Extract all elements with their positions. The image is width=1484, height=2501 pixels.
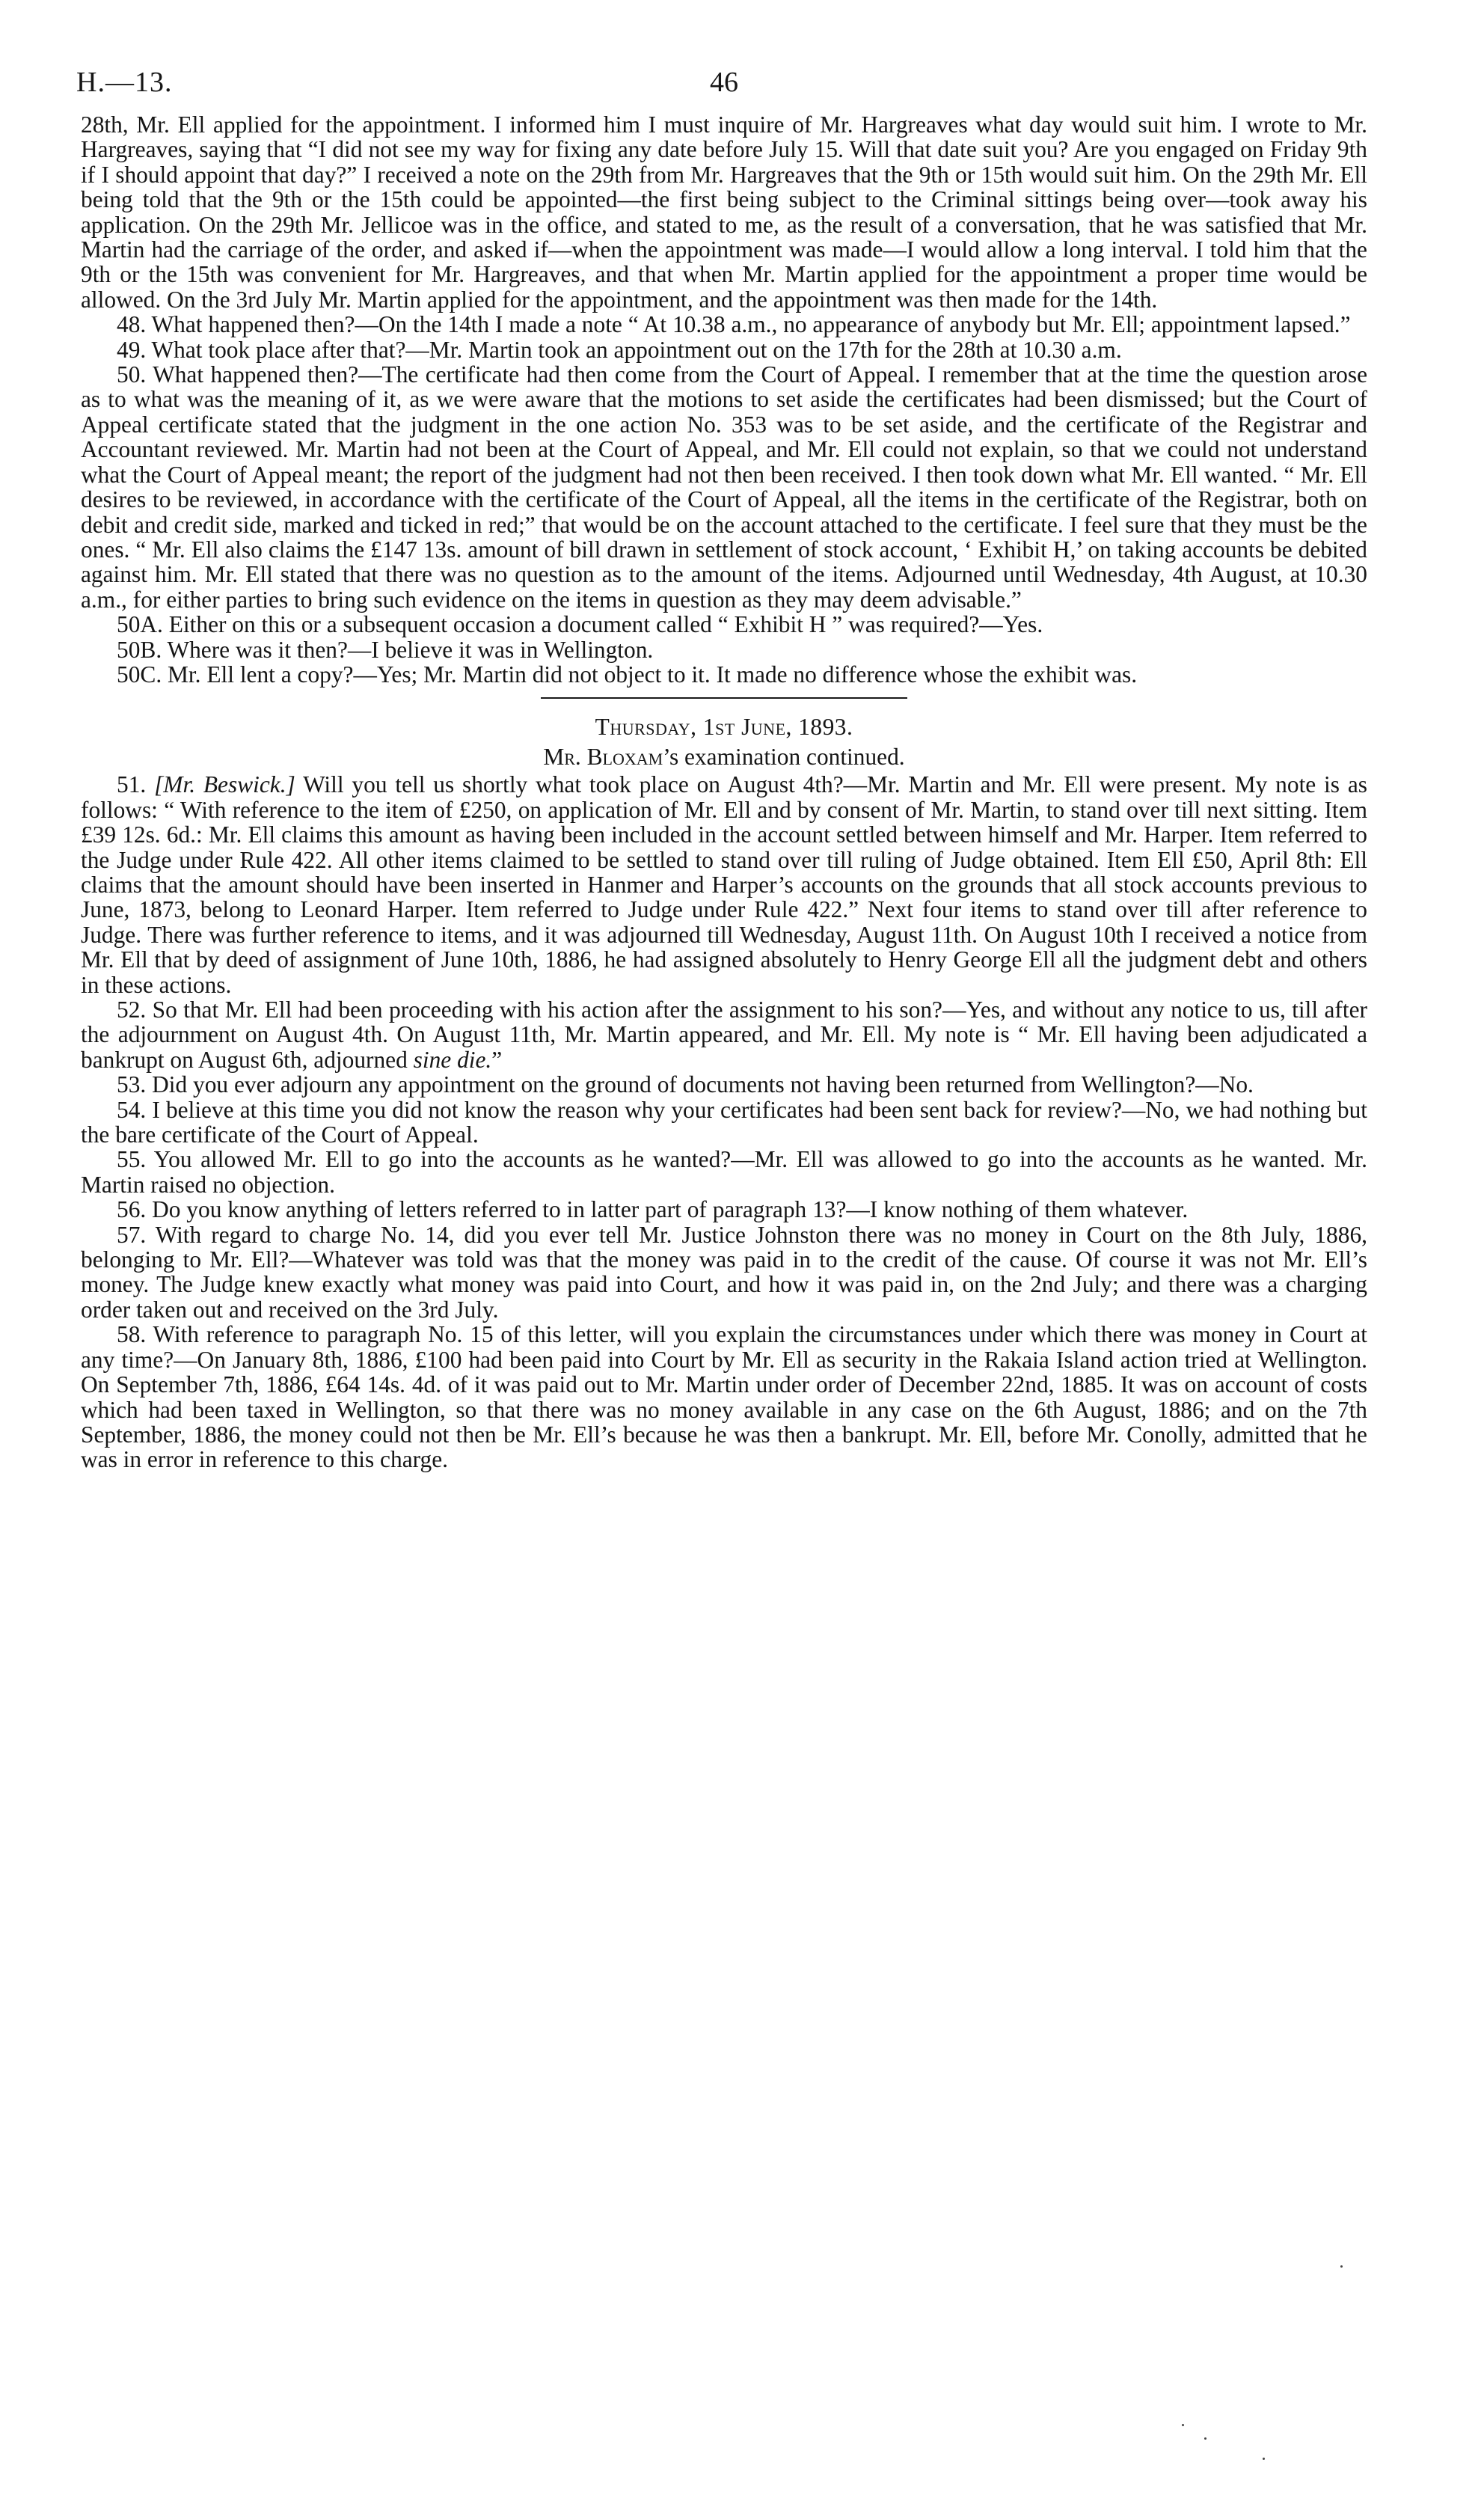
paragraph-51-speaker: [Mr. Beswick.] — [154, 771, 295, 798]
paragraph-51-text: Will you tell us shortly what took place on August 4th?—Mr. Martin and Mr. Ell were present. My note is as follows: “ With reference to the item of £250, on application of Mr. Ell and by consent of Mr. Martin, to stand over till next sitting. Item £39 12s. 6d.: Mr. Ell claims this amount as having been included in the account settled between himself and Mr. Harper. Item referred to the Judge under Rule 422. All other items claimed to be settled to stand over till ruling of Judge obtained. Item Ell £50, April 8th: Ell claims that the amount should have been inserted in Hanmer and Harper’s accounts on the grounds that all stock accounts previous to June, 1873, belong to Leonard Harper. Item referred to Judge under Rule 422.” Next four items to stand over till after reference to Judge. There was further reference to items, and it was adjourned till Wednesday, August 11th. On August 10th I received a notice from Mr. Ell that by deed of assignment of June 10th, 1886, he had assigned absolutely to Henry George Ell all the judgment debt and others in these actions. — [81, 771, 1367, 998]
section-date: Thursday, 1st June, 1893. — [595, 714, 853, 741]
paragraph-54: 54. I believe at this time you did not know the reason why your certificates had been sent back for review?—No, we had nothing but the bare certificate of the Court of Appeal. — [81, 1096, 1367, 1148]
paragraph-52 — [81, 997, 1367, 1072]
paragraph-51 — [81, 772, 1367, 997]
paragraph-48: 48. What happened then?—On the 14th I made a note “ At 10.38 a.m., no appearance of anybody but Mr. Ell; appointment lapsed.” — [117, 311, 1351, 338]
paragraph-50c: 50C. Mr. Ell lent a copy?—Yes; Mr. Martin did not object to it. It made no difference whose the exhibit was. — [117, 661, 1138, 688]
page-header — [76, 45, 1367, 112]
document-page — [76, 45, 1367, 1473]
paragraph-53: 53. Did you ever adjourn any appointment on the ground of documents not having been returned from Wellington?—No. — [117, 1071, 1254, 1098]
paragraph-52-close: ” — [491, 1046, 503, 1073]
section-subtitle — [81, 742, 1367, 772]
examination-suffix: ’s examination continued. — [663, 744, 905, 771]
paragraph-56: 56. Do you know anything of letters referred to in latter part of paragraph 13?—I know nothing of them whatever. — [117, 1196, 1189, 1223]
paragraph-50b: 50B. Where was it then?—I believe it was in Wellington. — [117, 636, 654, 663]
paragraph-50a: 50A. Either on this or a subsequent occasion a document called “ Exhibit H ” was required?—Yes. — [117, 611, 1043, 638]
paragraph-52-text: 52. So that Mr. Ell had been proceeding with his action after the assignment to his son?—Yes, and without any notice to us, till after the adjournment on August 4th. On August 11th, Mr. Martin appeared, and Mr. Ell. My note is “ Mr. Ell having been adjudicated a bankrupt on August 6th, adjourned — [81, 997, 1367, 1073]
paragraph-52-latin: sine die. — [413, 1046, 492, 1073]
paper-speck — [1263, 2458, 1265, 2460]
page-reference: H.—13. — [76, 67, 173, 98]
paragraph-51-number: 51. — [117, 771, 147, 798]
page-number: 46 — [710, 67, 738, 98]
examinee-name: Mr. Bloxam — [543, 744, 663, 771]
paragraph-continuation: 28th, Mr. Ell applied for the appointment. I informed him I must inquire of Mr. Hargreaves what day would suit him. I wrote to Mr. Hargreaves, saying that “I did not see my way for fixing any date before July 15. Will that date suit you? Are you engaged on Friday 9th if I should appoint that day?” I received a note on the 29th from Mr. Hargreaves that the 9th or 15th would suit him. On the 29th Mr. Ell being told that the 9th or the 15th could be appointed—the first being subject to the Criminal sittings being over—took away his application. On the 29th Mr. Jellicoe was in the office, and stated to me, as the result of a conversation, that he was satisfied that Mr. Martin had the carriage of the order, and asked if—when the appointment was made—I would allow a long interval. I told him that the 9th or the 15th was convenient for Mr. Hargreaves, and that when Mr. Martin applied for the appointment a proper time would be allowed. On the 3rd July Mr. Martin applied for the appointment, and the appointment was then made for the 14th. — [81, 111, 1367, 313]
paper-speck — [1182, 2424, 1184, 2426]
paper-speck — [1204, 2437, 1206, 2440]
paragraph-50: 50. What happened then?—The certificate had then come from the Court of Appeal. I remember that at the time the question arose as to what was the meaning of it, as we were aware that the motions to set aside the certificates had been dismissed; but the Court of Appeal certificate stated that the judgment in the one action No. 353 was to be set aside, and the certificate of the Registrar and Accountant reviewed. Mr. Martin had not been at the Court of Appeal, and Mr. Ell could not explain, so that we could not understand what the Court of Appeal meant; the report of the judgment had not then been received. I then took down what Mr. Ell wanted. “ Mr. Ell desires to be reviewed, in accordance with the certificate of the Court of Appeal, all the items in the certificate of the Registrar, both on debit and credit side, marked and ticked in red;” that would be on the account attached to the certificate. I feel sure that they must be the ones. “ Mr. Ell also claims the £147 13s. amount of bill drawn in settlement of stock account, ‘ Exhibit H,’ on taking accounts be debited against him. Mr. Ell stated that there was no question as to the amount of the items. Adjourned until Wednesday, 4th August, at 10.30 a.m., for either parties to bring such evidence on the items in question as they may deem advisable.” — [81, 361, 1367, 613]
paper-speck — [1340, 2265, 1343, 2268]
paragraph-55: 55. You allowed Mr. Ell to go into the accounts as he wanted?—Mr. Ell was allowed to go into the accounts as he wanted. Mr. Martin raised no objection. — [81, 1146, 1367, 1198]
paragraph-58: 58. With reference to paragraph No. 15 of this letter, will you explain the circumstances under which there was money in Court at any time?—On January 8th, 1886, £100 had been paid into Court by Mr. Ell as security in the Rakaia Island action tried at Wellington. On September 7th, 1886, £64 14s. 4d. of it was paid out to Mr. Martin under order of December 22nd, 1885. It was on account of costs which had been taxed in Wellington, so that there was no money available in any case on the 6th August, 1886; and on the 7th September, 1886, the money could not then be Mr. Ell’s because he was then a bankrupt. Mr. Ell, before Mr. Conolly, admitted that he was in error in reference to this charge. — [81, 1321, 1367, 1473]
document-body — [81, 112, 1367, 1472]
section-divider — [541, 697, 907, 699]
paragraph-57: 57. With regard to charge No. 14, did you ever tell Mr. Justice Johnston there was no money in Court on the 8th July, 1886, belonging to Mr. Ell?—Whatever was told was that the money was paid in to the credit of the cause. Of course it was not Mr. Ell’s money. The Judge knew exactly what money was paid into Court, and how it was paid in, on the 2nd July; and there was a charging order taken out and received on the 3rd July. — [81, 1221, 1367, 1323]
paragraph-49: 49. What took place after that?—Mr. Martin took an appointment out on the 17th for the 28th at 10.30 a.m. — [117, 336, 1122, 363]
